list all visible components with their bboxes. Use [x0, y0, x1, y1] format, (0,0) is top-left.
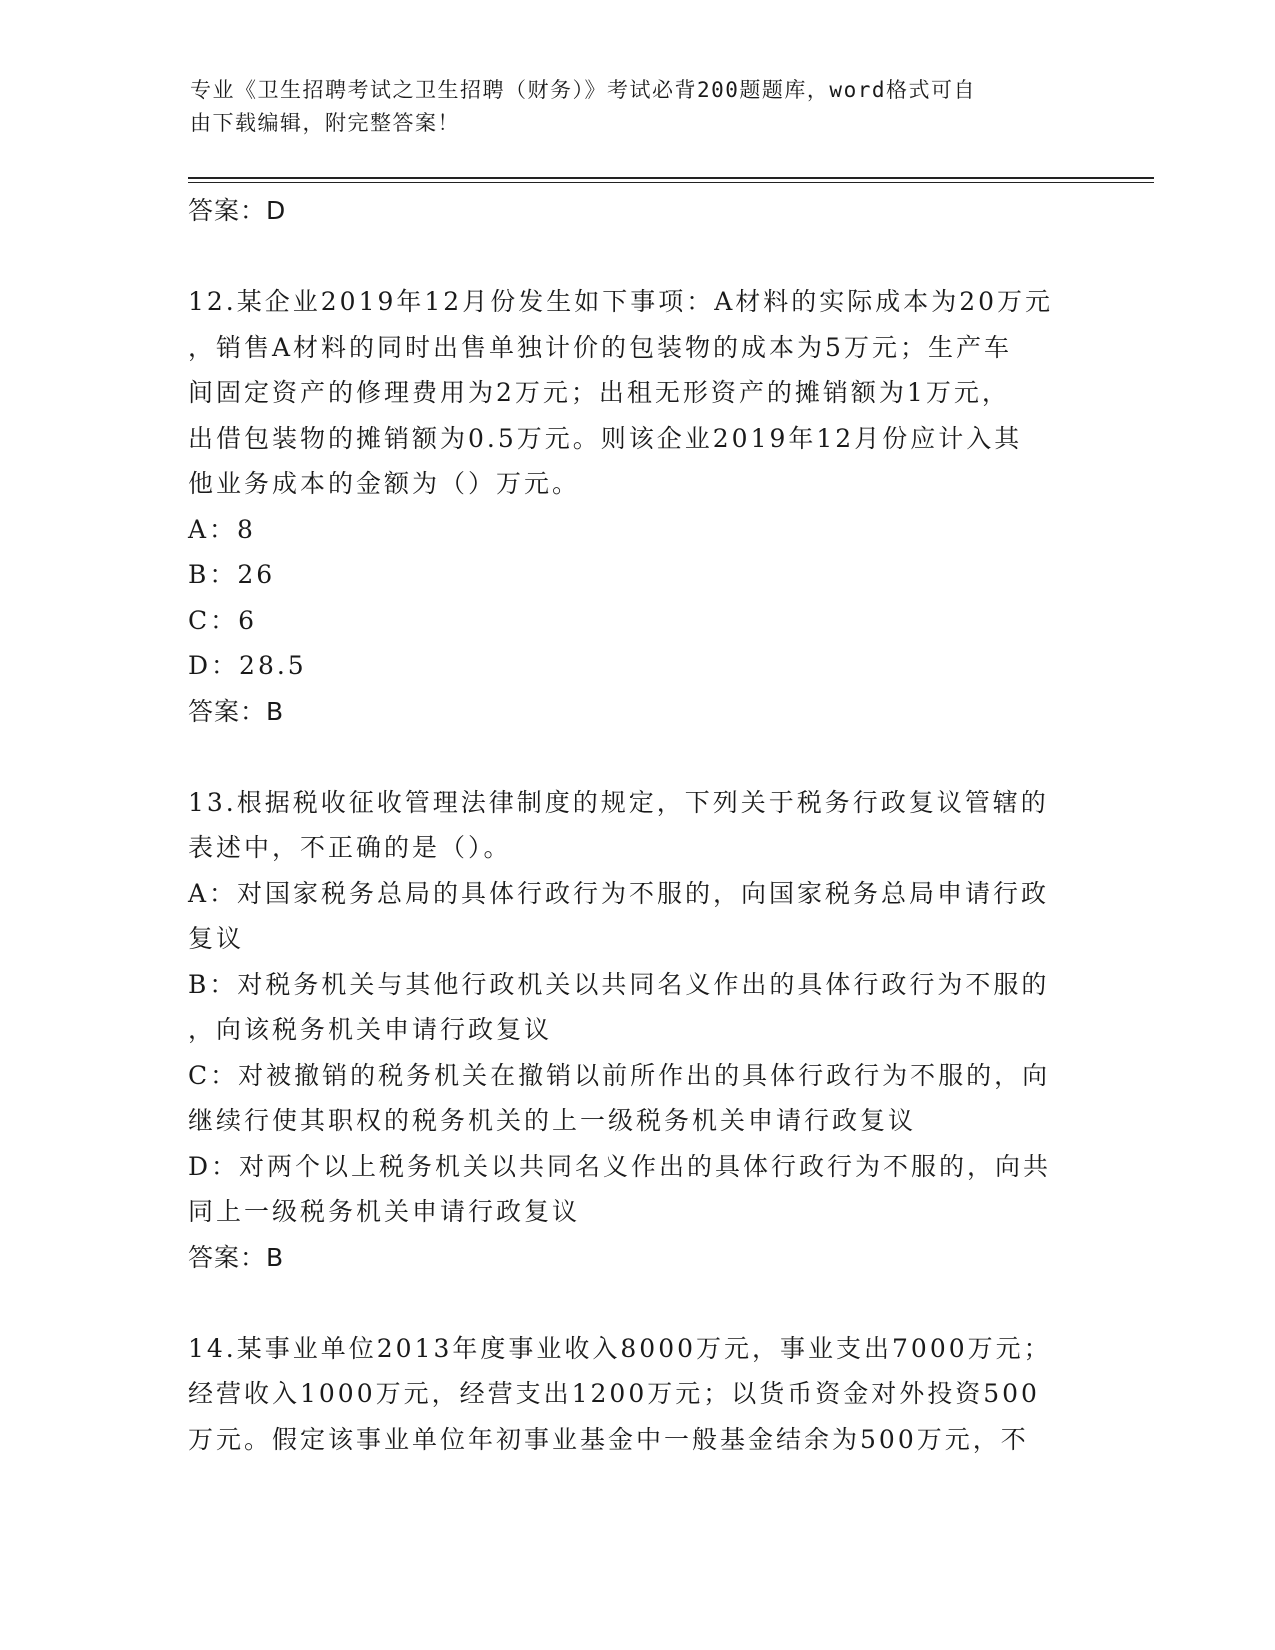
header-line-1: 专业《卫生招聘考试之卫生招聘（财务）》考试必背200题题库，word格式可自 — [190, 78, 976, 102]
question-12-line-2: ，销售A材料的同时出售单独计价的包装物的成本为5万元；生产车 — [188, 332, 1012, 362]
question-12-line-4: 出借包装物的摊销额为0.5万元。则该企业2019年12月份应计入其 — [188, 423, 1023, 453]
question-13-option-line: A：对国家税务总局的具体行政行为不服的，向国家税务总局申请行政 — [188, 878, 1050, 908]
spacer — [188, 734, 1088, 780]
question-12-option-b: B：26 — [188, 560, 276, 589]
question-12-line-5: 他业务成本的金额为（）万元。 — [188, 469, 581, 498]
question-12-option-d: D：28.5 — [188, 651, 307, 680]
question-13-option-line: 同上一级税务机关申请行政复议 — [188, 1197, 581, 1226]
question-14-line-2: 经营收入1000万元，经营支出1200万元；以货币资金对外投资500 — [188, 1379, 1040, 1408]
document-header — [190, 74, 1070, 140]
question-12-line-1: 12.某企业2019年12月份发生如下事项：A材料的实际成本为20万元 — [188, 287, 1054, 316]
question-13-line-1: 13.根据税收征收管理法律制度的规定，下列关于税务行政复议管辖的 — [188, 787, 1049, 817]
question-13 — [188, 780, 1088, 1281]
question-13-option-line: C：对被撤销的税务机关在撤销以前所作出的具体行政行为不服的，向 — [188, 1060, 1051, 1090]
question-13-option-line: 复议 — [188, 924, 245, 953]
question-12-option-a: A：8 — [188, 514, 256, 544]
question-14-line-1: 14.某事业单位2013年度事业收入8000万元，事业支出7000万元； — [188, 1333, 1052, 1363]
question-14 — [188, 1326, 1088, 1463]
question-14-line-3: 万元。假定该事业单位年初事业基金中一般基金结余为500万元，不 — [188, 1424, 1029, 1454]
spacer — [188, 234, 1088, 280]
previous-question-answer: 答案：D — [188, 196, 287, 225]
question-12 — [188, 279, 1088, 734]
question-13-option-line: B：对税务机关与其他行政机关以共同名义作出的具体行政行为不服的 — [188, 969, 1050, 999]
header-line-2: 由下载编辑，附完整答案！ — [190, 111, 460, 135]
question-12-line-3: 间固定资产的修理费用为2万元；出租无形资产的摊销额为1万元， — [188, 378, 1010, 407]
question-13-answer: 答案：B — [188, 1242, 285, 1272]
document-body — [188, 188, 1088, 1462]
header-divider-thick — [188, 177, 1154, 179]
question-13-option-line: 继续行使其职权的税务机关的上一级税务机关申请行政复议 — [188, 1106, 917, 1135]
question-12-option-c: C：6 — [188, 605, 258, 635]
question-13-option-line: ，向该税务机关申请行政复议 — [188, 1015, 553, 1044]
header-divider-thin — [188, 182, 1154, 183]
spacer — [188, 1280, 1088, 1326]
question-12-answer: 答案：B — [188, 696, 285, 726]
question-13-option-line: D：对两个以上税务机关以共同名义作出的具体行政行为不服的，向共 — [188, 1151, 1052, 1181]
question-13-line-2: 表述中，不正确的是（）。 — [188, 833, 512, 862]
